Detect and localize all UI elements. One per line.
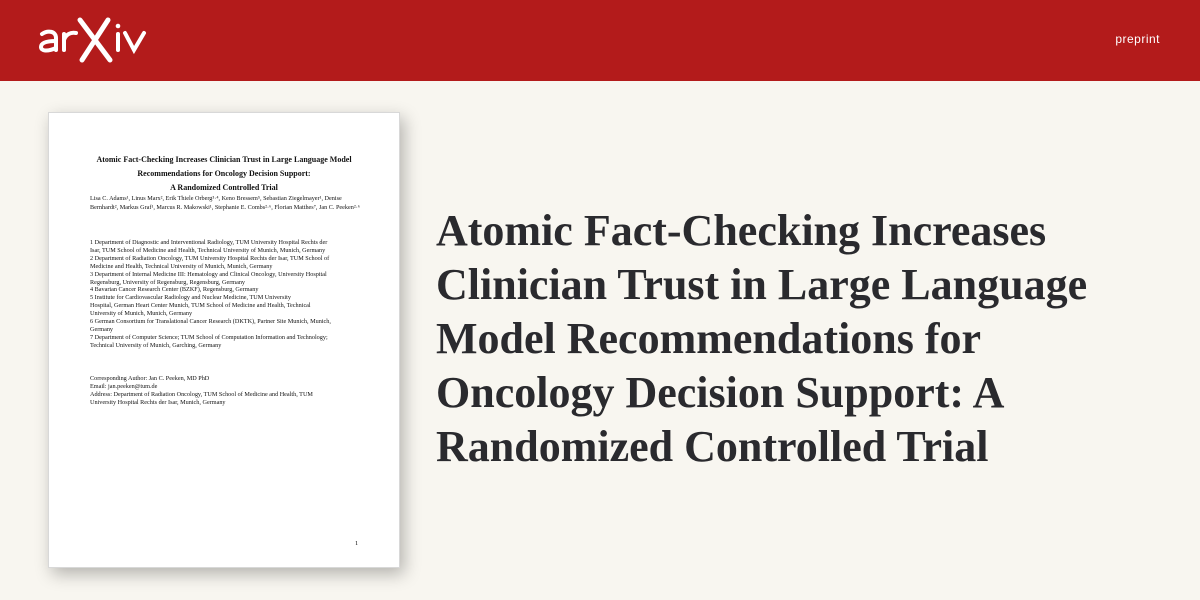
correspondence-line: Corresponding Author: Jan C. Peeken, MD PhD (90, 375, 210, 382)
affiliation-line: Regensburg, University of Regensburg, Regensburg, Germany (90, 278, 246, 286)
affiliation-line: 5 Institute for Cardiovascular Radiology and Nuclear Medicine, TUM University (90, 294, 291, 302)
title-line: Model Recommendations for (436, 314, 982, 363)
paper-thumbnail[interactable] (48, 112, 400, 568)
page-title (436, 204, 1156, 474)
page-number: 1 (355, 540, 359, 547)
affiliation-line: University of Munich, Munich, Germany (90, 310, 193, 318)
paper-title-line: Recommendations for Oncology Decision Support: (137, 169, 311, 178)
paper-authors: Lisa C. Adams¹, Linus Marx², Erik Thiele Orberg³·⁴, Keno Bressem⁵, Sebastian Ziegelmayer¹, Denise Bernhardt², Markus Graf¹, Marcus R. Makowski¹, Stephanie E. Combs²·⁶, Florian Matthes⁷, Jan C. Peeken²·⁶ (90, 195, 360, 211)
paper-title-line: A Randomized Controlled Trial (170, 183, 278, 192)
title-line: Randomized Controlled Trial (436, 422, 989, 471)
paper-title-line: Atomic Fact-Checking Increases Clinician Trust in Large Language Model (96, 155, 352, 164)
affiliation-line: 1 Department of Diagnostic and Interventional Radiology, TUM University Hospital Rechts der (90, 239, 328, 246)
affiliation-line: 4 Bavarian Cancer Research Center (BZKF), Regensburg, Germany (90, 286, 259, 294)
title-line: Oncology Decision Support: A (436, 368, 1005, 417)
paper-title (69, 153, 379, 195)
affiliation-line: 7 Department of Computer Science; TUM School of Computation Information and Technology; (90, 333, 328, 341)
correspondence-line: Email: jan.peeken@tum.de (90, 382, 158, 390)
arxiv-logo[interactable] (38, 16, 150, 66)
affiliation-line: Isar, TUM School of Medicine and Health, Technical University of Munich, Munich, Germany (90, 246, 326, 254)
preprint-badge: preprint (1115, 32, 1160, 46)
affiliation-line: 2 Department of Radiation Oncology, TUM University Hospital Rechts der Isar, TUM School of (90, 254, 330, 262)
title-line: Atomic Fact-Checking Increases (436, 206, 1047, 255)
paper-correspondence (90, 375, 362, 407)
correspondence-line: Address: Department of Radiation Oncology, TUM School of Medicine and Health, TUM (90, 390, 313, 398)
affiliation-line: Technical University of Munich, Garching, Germany (90, 341, 222, 349)
paper-affiliations (90, 239, 362, 350)
affiliation-line: Medicine and Health, Technical University of Munich, Munich, Germany (90, 262, 273, 270)
title-line: Clinician Trust in Large Language (436, 260, 1088, 309)
affiliation-line: 3 Department of Internal Medicine III: Hematology and Clinical Oncology, University Hospital (90, 270, 327, 278)
correspondence-line: University Hospital Rechts der Isar, Munich, Germany (90, 398, 226, 406)
affiliation-line: Germany (90, 325, 114, 333)
affiliation-line: Hospital, German Heart Center Munich, TUM School of Medicine and Health, Technical (90, 302, 311, 310)
header-bar (0, 0, 1200, 81)
affiliation-line: 6 German Consortium for Translational Cancer Research (DKTK), Partner Site Munich, Munich, (90, 318, 331, 326)
